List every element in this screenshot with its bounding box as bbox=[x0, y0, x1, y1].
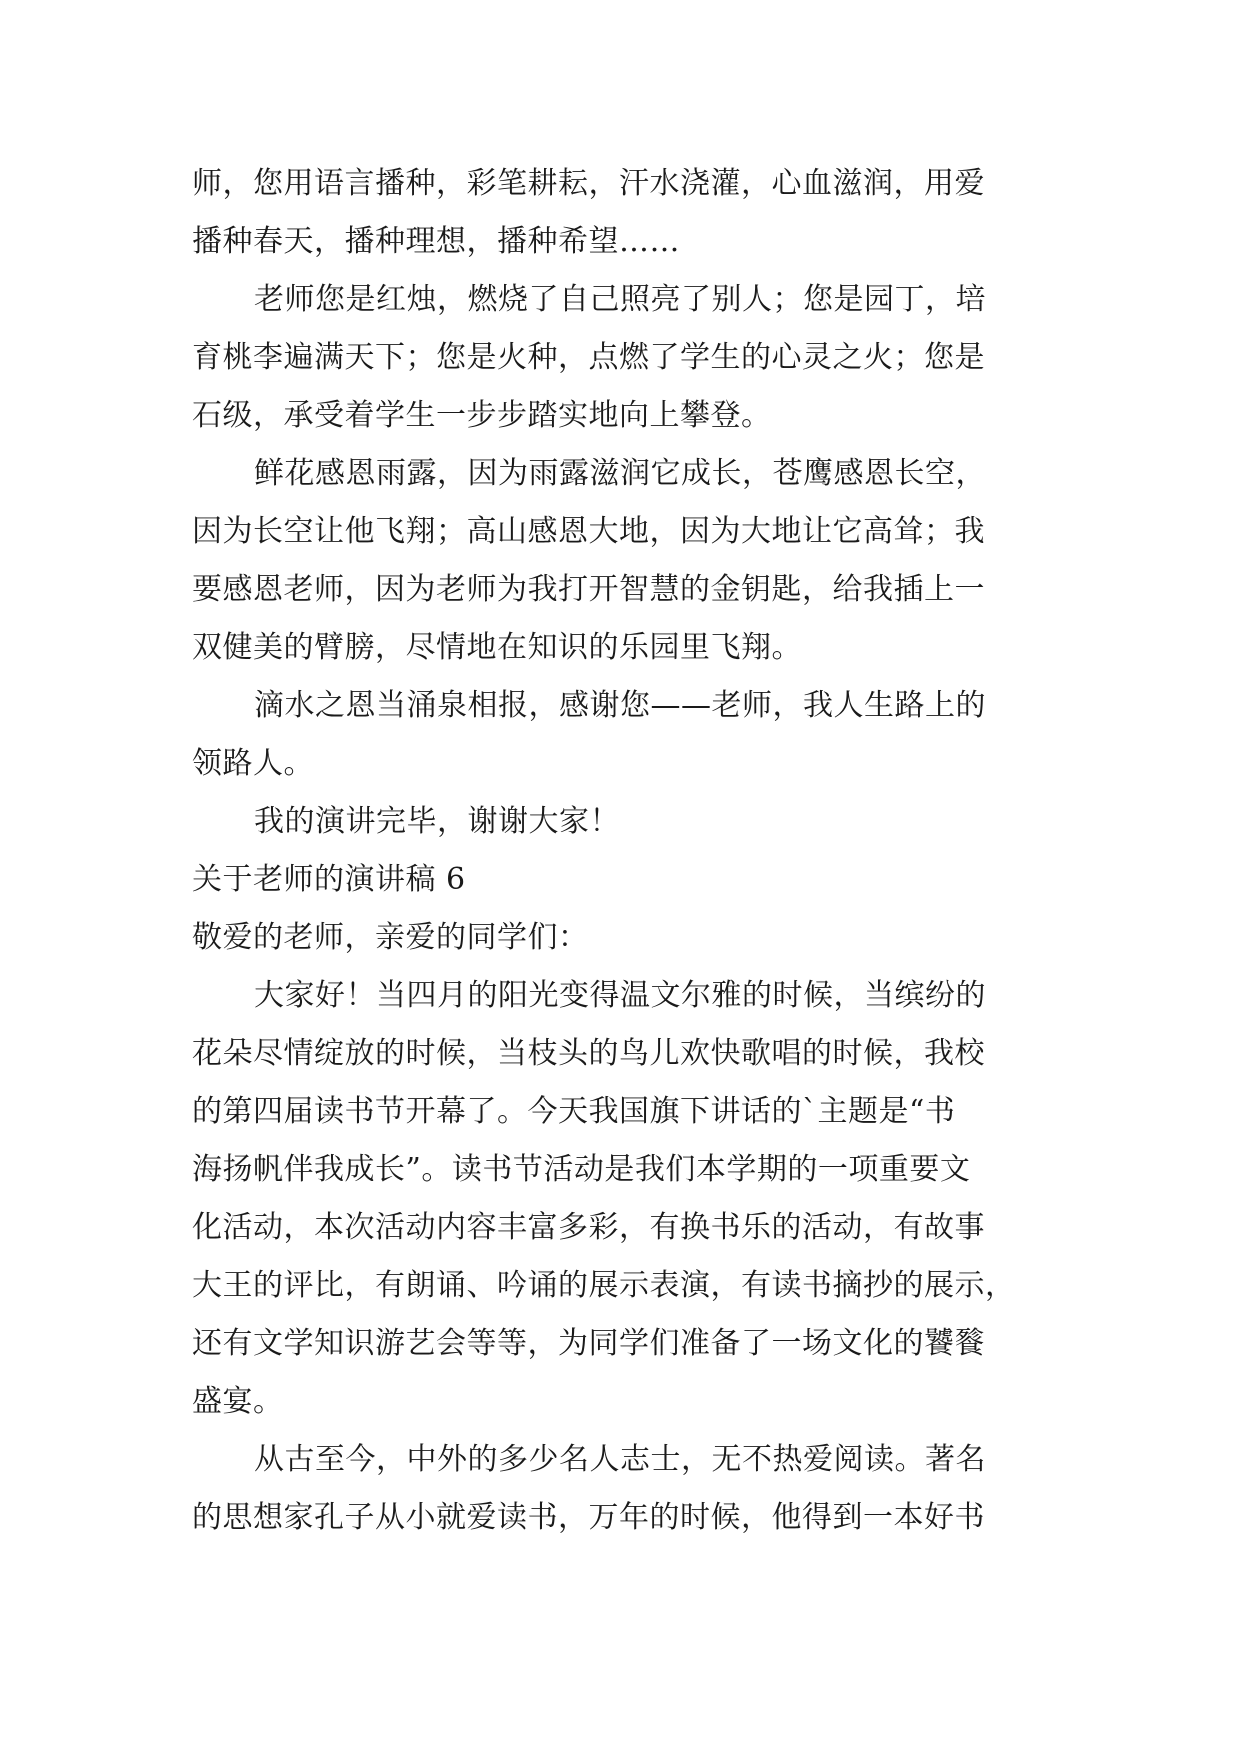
paragraph-first-line: 从古至今，中外的多少名人志士，无不热爱阅读。著名 bbox=[254, 1442, 986, 1477]
salutation: 敬爱的老师，亲爱的同学们： bbox=[192, 920, 589, 955]
text-line: 播种春天，播种理想，播种希望…… bbox=[192, 224, 680, 259]
paragraph-first-line: 滴水之恩当涌泉相报，感谢您——老师，我人生路上的 bbox=[254, 688, 986, 723]
text-line: 海扬帆伴我成长”。读书节活动是我们本学期的一项重要文 bbox=[192, 1152, 971, 1187]
section-heading: 关于老师的演讲稿 6 bbox=[192, 862, 466, 897]
text-line: 大王的评比，有朗诵、吟诵的展示表演，有读书摘抄的展示， bbox=[192, 1268, 1016, 1303]
paragraph-first-line: 大家好！当四月的阳光变得温文尔雅的时候，当缤纷的 bbox=[254, 978, 986, 1013]
text-line: 盛宴。 bbox=[192, 1384, 284, 1419]
text-line: 因为长空让他飞翔；高山感恩大地，因为大地让它高耸；我 bbox=[192, 514, 985, 549]
text-line: 师，您用语言播种，彩笔耕耘，汗水浇灌，心血滋润，用爱 bbox=[192, 166, 985, 201]
paragraph-first-line: 鲜花感恩雨露，因为雨露滋润它成长，苍鹰感恩长空， bbox=[254, 456, 986, 491]
text-line: 花朵尽情绽放的时候，当枝头的鸟儿欢快歌唱的时候，我校 bbox=[192, 1036, 985, 1071]
text-line: 领路人。 bbox=[192, 746, 314, 781]
paragraph-first-line: 老师您是红烛，燃烧了自己照亮了别人；您是园丁，培 bbox=[254, 282, 986, 317]
text-line: 的第四届读书节开幕了。今天我国旗下讲话的`主题是“书 bbox=[192, 1094, 956, 1129]
paragraph-first-line: 我的演讲完毕，谢谢大家！ bbox=[254, 804, 620, 839]
text-line: 育桃李遍满天下；您是火种，点燃了学生的心灵之火；您是 bbox=[192, 340, 985, 375]
text-line: 的思想家孔子从小就爱读书，万年的时候，他得到一本好书 bbox=[192, 1500, 985, 1535]
text-line: 还有文学知识游艺会等等，为同学们准备了一场文化的饕餮 bbox=[192, 1326, 985, 1361]
text-line: 要感恩老师，因为老师为我打开智慧的金钥匙，给我插上一 bbox=[192, 572, 985, 607]
text-line: 化活动，本次活动内容丰富多彩，有换书乐的活动，有故事 bbox=[192, 1210, 985, 1245]
text-line: 双健美的臂膀，尽情地在知识的乐园里飞翔。 bbox=[192, 630, 802, 665]
text-line: 石级，承受着学生一步步踏实地向上攀登。 bbox=[192, 398, 772, 433]
